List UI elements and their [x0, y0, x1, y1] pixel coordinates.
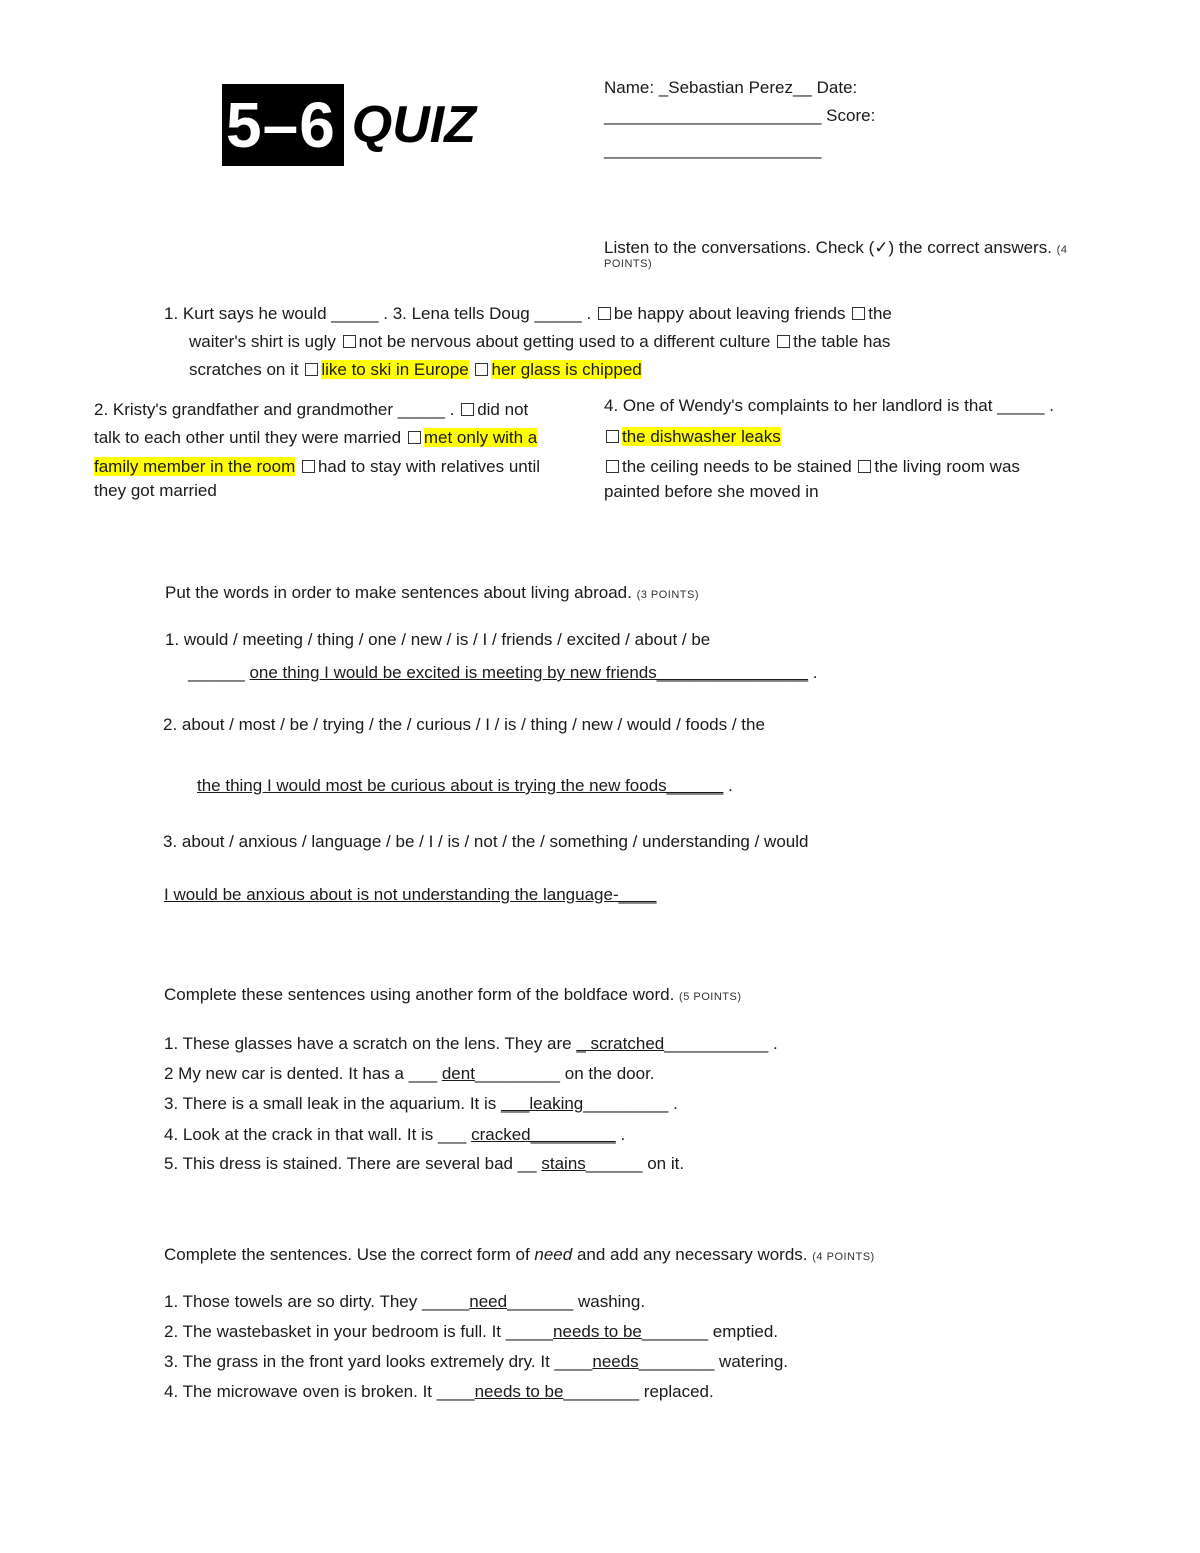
checkbox[interactable] — [305, 363, 318, 376]
part3-s3 — [164, 1092, 678, 1116]
part3-instruction — [164, 983, 742, 1009]
checkbox[interactable] — [858, 460, 871, 473]
blank: ________ replaced. — [563, 1382, 714, 1401]
blank: ______ on it. — [585, 1154, 685, 1173]
part4-s2 — [164, 1320, 778, 1344]
answer-text[interactable]: needs to be — [553, 1322, 642, 1341]
answer-text[interactable]: needs to be — [474, 1382, 564, 1401]
part2-q3: 3. about / anxious / language / be / I / is / not / the / something / understanding / would — [163, 832, 809, 851]
checkbox[interactable] — [408, 431, 421, 444]
part2-a3 — [164, 883, 656, 907]
part3-s4 — [164, 1123, 625, 1147]
part1-points-a: (4 — [1056, 244, 1068, 256]
part3-s1 — [164, 1032, 778, 1056]
period: . — [808, 663, 818, 682]
option-text: did not — [477, 400, 529, 419]
sentence-text: 4. Look at the crack in that wall. It is ___ — [164, 1125, 472, 1144]
option-text: talk to each other until they were married — [94, 428, 402, 447]
answer-text[interactable]: dent — [441, 1064, 475, 1083]
part1-q4-line2 — [604, 425, 781, 449]
blank: _______ emptied. — [641, 1322, 778, 1341]
part1-q1-line2 — [189, 330, 890, 354]
option-text: scratches on it — [189, 360, 299, 379]
part1-q2-line2 — [94, 426, 537, 450]
checkbox[interactable] — [777, 335, 790, 348]
answer-text[interactable]: cracked_________ — [471, 1125, 616, 1144]
blank: ______ — [188, 663, 250, 682]
blank: _________ . — [583, 1094, 678, 1113]
part1-instruction — [604, 236, 1067, 262]
option-text: the living room was — [874, 457, 1020, 476]
part3-s2 — [164, 1062, 655, 1086]
blank-line: _______________________ — [604, 140, 822, 159]
part1-q1-line3 — [189, 358, 642, 382]
part1-q2-line4: they got married — [94, 481, 217, 500]
answer-text[interactable]: the thing I would most be curious about is trying the new foods______ — [197, 776, 724, 795]
checkbox[interactable] — [852, 307, 865, 320]
checkbox[interactable] — [598, 307, 611, 320]
blank: ___________ . — [664, 1034, 778, 1053]
quiz-label: QUIZ — [351, 96, 476, 154]
answer-text[interactable]: need — [469, 1292, 508, 1311]
sentence-text: 5. This dress is stained. There are several bad __ — [164, 1154, 542, 1173]
part1-q2-line1 — [94, 398, 528, 422]
part4-s1 — [164, 1290, 645, 1314]
blank: _________ on the door. — [474, 1064, 655, 1083]
checkbox[interactable] — [302, 460, 315, 473]
highlighted-answer: the dishwasher leaks — [622, 427, 781, 446]
part2-q1: 1. would / meeting / thing / one / new / is / I / friends / excited / about / be — [165, 630, 711, 649]
part1-instruction-text: Listen to the conversations. Check (✓) the correct answers. — [604, 238, 1052, 257]
option-text: waiter's shirt is ugly — [189, 332, 336, 351]
part1-q2-line3 — [94, 455, 540, 479]
part2-a1 — [188, 661, 817, 685]
answer-text[interactable]: ___leaking — [501, 1094, 584, 1113]
part3-points: (5 POINTS) — [679, 991, 742, 1003]
period: . — [615, 1125, 626, 1144]
checkbox[interactable] — [606, 430, 619, 443]
option-text: had to stay with relatives until — [317, 457, 541, 476]
highlighted-answer: met only with a — [423, 428, 538, 447]
period: . — [723, 776, 733, 795]
part2-instruction — [165, 581, 699, 607]
option-text: the ceiling needs to be stained — [622, 457, 852, 476]
instruction-text: and add any necessary words. — [572, 1245, 808, 1264]
highlighted-answer: her glass is chipped — [491, 360, 642, 379]
q2-text: 2. Kristy's grandfather and grandmother _____ . — [94, 400, 455, 419]
part1-q4-line1: 4. One of Wendy's complaints to her landlord is that _____ . — [604, 396, 1054, 415]
part1-points-b: POINTS) — [604, 258, 653, 270]
part4-s4 — [164, 1380, 714, 1404]
option-text: be happy about leaving friends — [613, 304, 846, 323]
sentence-text: 2 My new car is dented. It has a ___ — [164, 1064, 442, 1083]
option-text: the — [868, 304, 892, 323]
option-text: the table has — [793, 332, 891, 351]
part2-a2 — [197, 774, 733, 798]
highlighted-answer: like to ski in Europe — [321, 360, 469, 379]
part3-instruction-text: Complete these sentences using another form of the boldface word. — [164, 985, 675, 1004]
checkbox[interactable] — [475, 363, 488, 376]
blank: _______ washing. — [507, 1292, 646, 1311]
highlighted-answer: family member in the room — [94, 457, 296, 476]
part1-q4-line4: painted before she moved in — [604, 482, 819, 501]
part4-s3 — [164, 1350, 788, 1374]
sentence-text: 3. There is a small leak in the aquarium. It is — [164, 1094, 502, 1113]
sentence-text: 1. Those towels are so dirty. They _____ — [164, 1292, 470, 1311]
part4-points: (4 POINTS) — [812, 1251, 875, 1263]
q1-text: 1. Kurt says he would _____ . 3. Lena tells Doug _____ . — [164, 304, 592, 323]
sentence-text: 1. These glasses have a scratch on the lens. They are — [164, 1034, 577, 1053]
answer-text[interactable]: needs — [592, 1352, 639, 1371]
quiz-title — [222, 84, 476, 166]
sentence-text: 3. The grass in the front yard looks extremely dry. It ____ — [164, 1352, 593, 1371]
checkbox[interactable] — [343, 335, 356, 348]
answer-text[interactable]: stains — [541, 1154, 586, 1173]
part4-instruction — [164, 1243, 875, 1269]
name-date-line: Name: _Sebastian Perez__ Date: — [604, 78, 858, 97]
checkbox[interactable] — [606, 460, 619, 473]
part3-s5 — [164, 1152, 684, 1176]
part2-points: (3 POINTS) — [636, 589, 700, 601]
part1-q4-line3 — [604, 455, 1020, 479]
answer-text[interactable]: _ scratched — [576, 1034, 665, 1053]
part2-instruction-text: Put the words in order to make sentences about living abroad. — [165, 583, 632, 602]
answer-text[interactable]: one thing I would be excited is meeting by new friends________________ — [249, 663, 809, 682]
answer-text[interactable]: I would be anxious about is not understanding the language-____ — [164, 885, 657, 904]
sentence-text: 4. The microwave oven is broken. It ____ — [164, 1382, 475, 1401]
instruction-text: Complete the sentences. Use the correct form of — [164, 1245, 535, 1264]
sentence-text: 2. The wastebasket in your bedroom is full. It _____ — [164, 1322, 554, 1341]
checkbox[interactable] — [461, 403, 474, 416]
instruction-emphasis: need — [534, 1245, 573, 1264]
option-text: not be nervous about getting used to a different culture — [358, 332, 771, 351]
blank: ________ watering. — [638, 1352, 789, 1371]
part2-q2: 2. about / most / be / trying / the / curious / I / is / thing / new / would / foods / the — [163, 715, 765, 734]
part1-q1-line1 — [164, 302, 892, 326]
quiz-number: 5–6 — [222, 84, 344, 166]
score-line: _______________________ Score: — [604, 106, 876, 125]
